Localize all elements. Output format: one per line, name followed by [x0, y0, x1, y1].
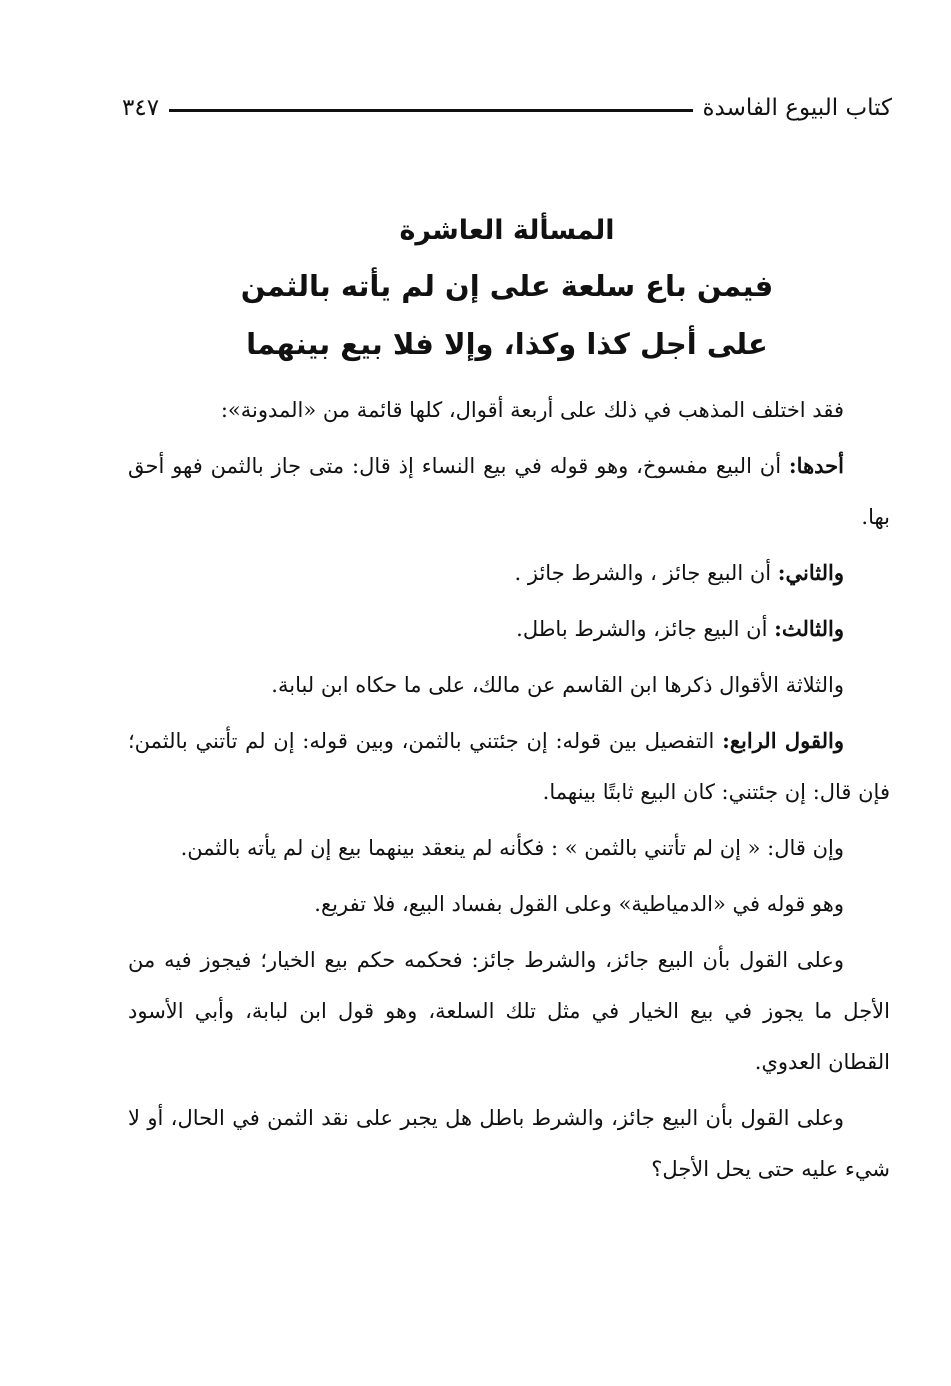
section-headings	[122, 205, 892, 373]
paragraph	[128, 384, 890, 436]
paragraph	[128, 878, 890, 930]
body-text	[128, 384, 890, 1199]
paragraph-text: وعلى القول بأن البيع جائز، والشرط جائز: فحكمه حكم بيع الخيار؛ فيجوز فيه من الأجل ما يجوز في بيع الخيار في مثل تلك السلعة، وهو قول ابن لبابة، وأبي الأسود القطان العدوي.	[128, 948, 890, 1074]
paragraph-lead: أحدها:	[788, 453, 844, 478]
paragraph-text: أن البيع جائز ، والشرط جائز .	[514, 561, 778, 585]
title-line-1: فيمن باع سلعة على إن لم يأته بالثمن	[240, 269, 774, 303]
paragraph	[128, 934, 890, 1088]
header-rule	[169, 109, 692, 112]
paragraph	[128, 440, 890, 543]
title-line-2: على أجل كذا وكذا، وإلا فلا بيع بينهما	[246, 327, 768, 361]
paragraph-text: أن البيع مفسوخ، وهو قوله في بيع النساء إذ قال: متى جاز بالثمن فهو أحق بها.	[128, 454, 890, 529]
paragraph	[128, 715, 890, 818]
paragraph-lead: والثالث:	[774, 616, 844, 641]
running-header	[122, 90, 892, 126]
paragraph-text: أن البيع جائز، والشرط باطل.	[516, 617, 775, 641]
paragraph-lead: والقول الرابع:	[722, 728, 845, 753]
paragraph	[128, 547, 890, 599]
issue-heading: المسألة العاشرة	[399, 215, 615, 246]
paragraph-text: التفصيل بين قوله: إن جئتني بالثمن، وبين قوله: إن لم تأتني بالثمن؛ فإن قال: إن جئتني: كان البيع ثابتًا بينهما.	[128, 729, 890, 804]
paragraph-text: وهو قوله في «الدمياطية» وعلى القول بفساد البيع، فلا تفريع.	[314, 892, 844, 916]
paragraph	[128, 1092, 890, 1195]
paragraph	[128, 659, 890, 711]
paragraph	[128, 603, 890, 655]
paragraph	[128, 822, 890, 874]
paragraph-text: فقد اختلف المذهب في ذلك على أربعة أقوال، كلها قائمة من «المدونة»:	[220, 398, 844, 422]
page-number: ٣٤٧	[122, 95, 160, 121]
running-title: كتاب البيوع الفاسدة	[702, 95, 892, 121]
paragraph-text: وعلى القول بأن البيع جائز، والشرط باطل هل يجبر على نقد الثمن في الحال، أو لا شيء عليه حتى يحل الأجل؟	[128, 1106, 890, 1181]
paragraph-text: وإن قال: « إن لم تأتني بالثمن » : فكأنه لم ينعقد بينهما بيع إن لم يأته بالثمن.	[180, 836, 844, 860]
paragraph-lead: والثاني:	[777, 560, 844, 585]
paragraph-text: والثلاثة الأقوال ذكرها ابن القاسم عن مالك، على ما حكاه ابن لبابة.	[271, 673, 844, 697]
